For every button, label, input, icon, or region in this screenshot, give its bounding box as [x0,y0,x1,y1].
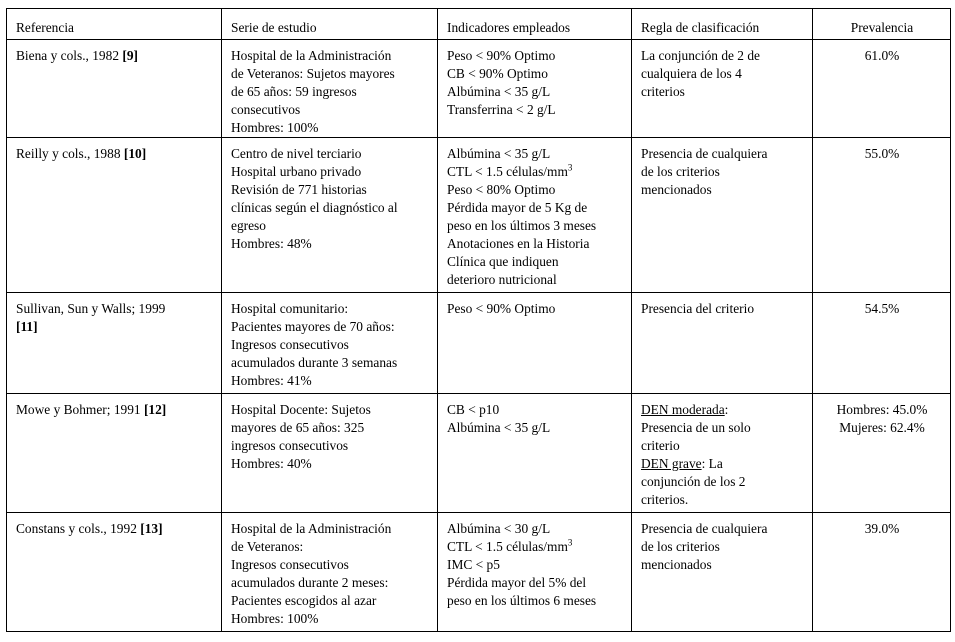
cell-referencia: Mowe y Bohmer; 1991 [12] [7,394,222,513]
citation-number: [11] [16,319,38,334]
cell-regla: Presencia del criterio [632,293,813,394]
header-prevalencia: Prevalencia [813,9,951,40]
cell-serie: Hospital Docente: Sujetos mayores de 65 años: 325 ingresos consecutivos Hombres: 40% [222,394,438,513]
cell-prevalencia: Hombres: 45.0% Mujeres: 62.4% [813,394,951,513]
header-indicadores: Indicadores empleados [438,9,632,40]
table-row [7,138,951,293]
cell-referencia: Sullivan, Sun y Walls; 1999 [11] [7,293,222,394]
cell-regla: DEN moderada: Presencia de un solo criterio DEN grave: La conjunción de los 2 criterios. [632,394,813,513]
cell-referencia: Reilly y cols., 1988 [10] [7,138,222,293]
cell-regla: La conjunción de 2 de cualquiera de los 4 criterios [632,40,813,138]
cell-serie: Hospital de la Administración de Veteranos: Ingresos consecutivos acumulados durante 2 meses: Pacientes escogidos al azar Hombres: 100% [222,513,438,632]
den-grave-label: DEN grave [641,456,702,471]
cell-referencia: Biena y cols., 1982 [9] [7,40,222,138]
superscript: 3 [567,537,573,548]
cell-indicadores: CB < p10 Albúmina < 35 g/L [438,394,632,513]
header-referencia: Referencia [7,9,222,40]
cell-regla: Presencia de cualquiera de los criterios mencionados [632,138,813,293]
cell-indicadores: Albúmina < 30 g/L CTL < 1.5 células/$mm^3$ IMC < p5 Pérdida mayor del 5% del peso en los últimos 6 meses [438,513,632,632]
cell-prevalencia: 54.5% [813,293,951,394]
cell-indicadores: Albúmina < 35 g/L CTL < 1.5 células/$mm^3$ Peso < 80% Optimo Pérdida mayor de 5 Kg de peso en los últimos 3 meses Anotaciones en la Historia Clínica que indiquen deterioro nutricional [438,138,632,293]
cell-prevalencia: 55.0% [813,138,951,293]
header-row [7,9,951,40]
citation-number: [13] [140,521,163,536]
table-row [7,513,951,632]
cell-indicadores: Peso < 90% Optimo CB < 90% Optimo Albúmina < 35 g/L Transferrina < 2 g/L [438,40,632,138]
citation-number: [12] [143,402,167,417]
table-row [7,40,951,138]
header-regla: Regla de clasificación [632,9,813,40]
cell-regla: Presencia de cualquiera de los criterios mencionados [632,513,813,632]
studies-table [6,8,951,632]
cell-serie: Hospital comunitario: Pacientes mayores de 70 años: Ingresos consecutivos acumulados durante 3 semanas Hombres: 41% [222,293,438,394]
superscript: 3 [567,162,573,173]
citation-number: [9] [122,48,138,63]
cell-referencia: Constans y cols., 1992 [13] [7,513,222,632]
cell-indicadores: Peso < 90% Optimo [438,293,632,394]
header-serie: Serie de estudio [222,9,438,40]
table-row [7,394,951,513]
table-row [7,293,951,394]
den-moderada-label: DEN moderada [641,402,725,417]
cell-prevalencia: 61.0% [813,40,951,138]
citation-number: [10] [123,146,147,161]
cell-serie: Centro de nivel terciario Hospital urbano privado Revisión de 771 historias clínicas según el diagnóstico al egreso Hombres: 48% [222,138,438,293]
cell-serie: Hospital de la Administración de Veteranos: Sujetos mayores de 65 años: 59 ingresos consecutivos Hombres: 100% [222,40,438,138]
cell-prevalencia: 39.0% [813,513,951,632]
